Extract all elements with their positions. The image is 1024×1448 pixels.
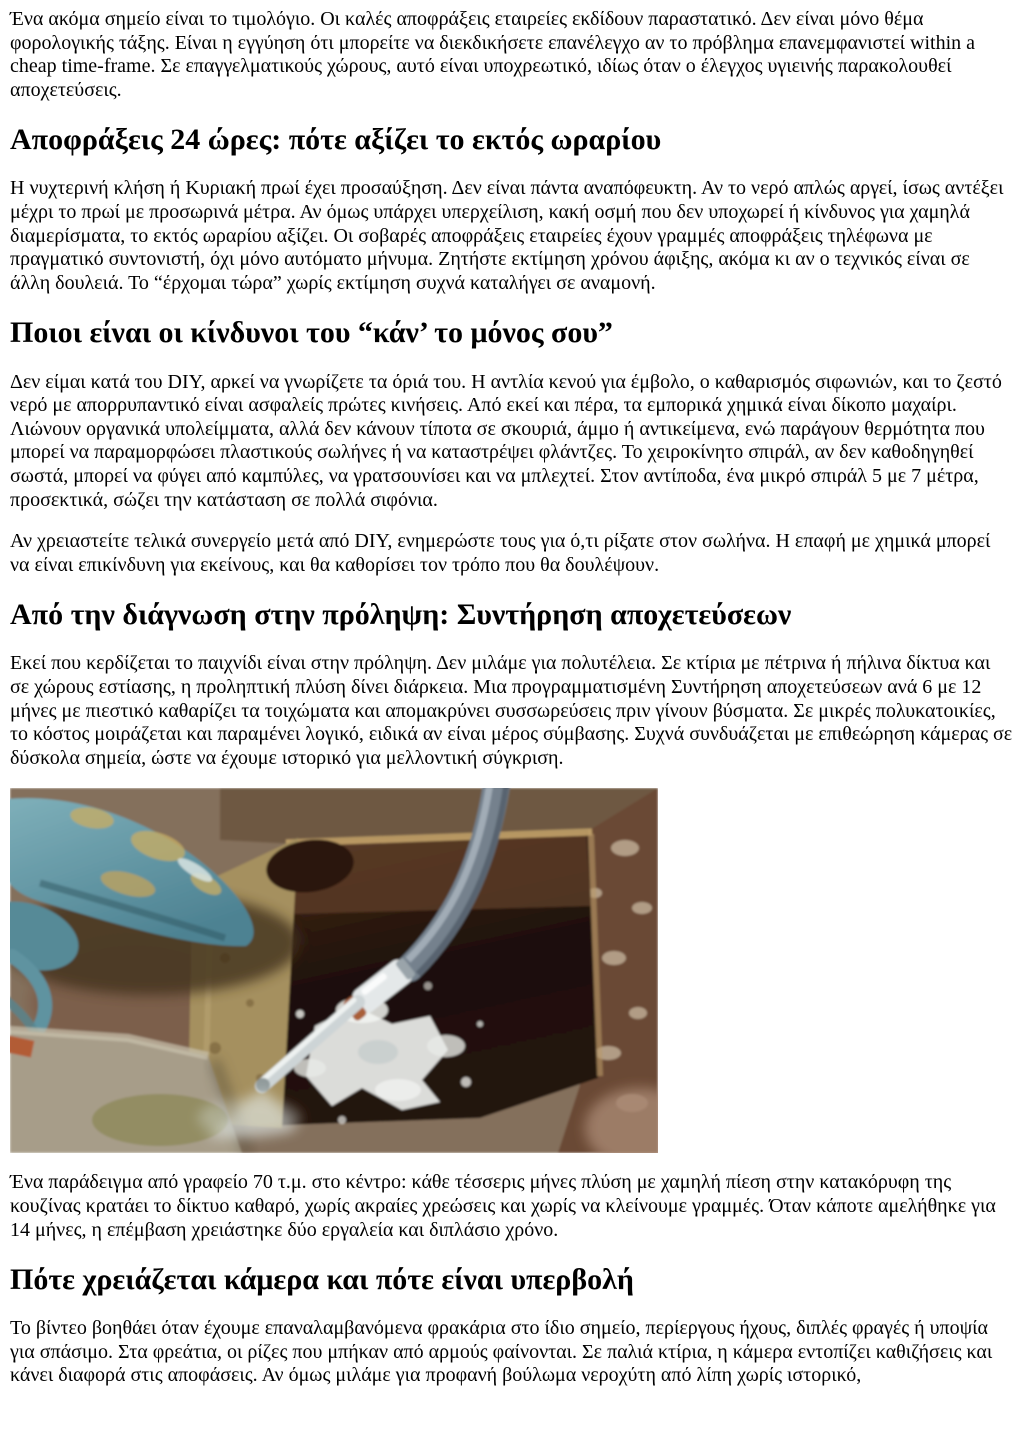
drain-cleaning-photo-canvas <box>10 788 658 1153</box>
paragraph-invoicing: Ένα ακόμα σημείο είναι το τιμολόγιο. Οι καλές αποφράξεις εταιρείες εκδίδουν παραστατικό. Δεν είναι μόνο θέμα φορολογικής τάξης. Είναι η εγγύηση ότι μπορείτε να διεκδικήσετε επανέλεγχο αν το πρόβλημα επανεμφανιστεί within a cheap time-frame. Σε επαγγελματικούς χώρους, αυτό είναι υποχρεωτικό, ιδίως όταν ο έλεγχος υγιεινής παρακολουθεί αποχετεύσεις. <box>10 8 976 101</box>
heading-diy-risks: Ποιοι είναι οι κίνδυνοι του “κάν’ το μόνος σου” <box>10 316 613 350</box>
paragraph-diy-limits: Δεν είμαι κατά του DIY, αρκεί να γνωρίζετε τα όριά του. Η αντλία κενού για έμβολο, ο καθαρισμός σιφωνιών, και το ζεστό νερό με απορρυπαντικό είναι ασφαλείς πρώτες κινήσεις. Από εκεί και πέρα, τα εμπορικά χημικά είναι δίκοπο μαχαίρι. Λιώνουν οργανικά υπολείμματα, αλλά δεν κάνουν τίποτα σε σκουριά, άμμο ή αντικείμενα, ενώ παράγουν θερμότητα που μπορεί να παραμορφώσει πλαστικούς σωλήνες ή να καταστρέψει φλάντζες. Το χειροκίνητο σπιράλ, αν δεν καθοδηγηθεί σωστά, μπορεί να φύγει από καμπύλες, να γρατσουνίσει και να μπλεχτεί. Στον αντίποδα, ένα μικρό σπιράλ 5 με 7 μέτρα, προσεκτικά, σώζει την κατάσταση σε πολλά σιφόνια. <box>10 370 1002 511</box>
paragraph-diy-aftermath: Αν χρειαστείτε τελικά συνεργείο μετά από DIY, ενημερώστε τους για ό,τι ρίξατε στον σωλήνα. Η επαφή με χημικά μπορεί να είναι επικίνδυνη για εκείνους, και θα καθορίσει τον τρόπο που θα δουλέψουν. <box>10 530 991 576</box>
heading-camera: Πότε χρειάζεται κάμερα και πότε είναι υπερβολή <box>10 1263 634 1297</box>
heading-maintenance: Από την διάγνωση στην πρόληψη: Συντήρηση αποχετεύσεων <box>10 598 792 632</box>
paragraph-office-example: Ένα παράδειγμα από γραφείο 70 τ.μ. στο κέντρο: κάθε τέσσερις μήνες πλύση με χαμηλή πίεση στην κατακόρυφη της κουζίνας κρατάει το δίκτυο καθαρό, χωρίς ακραίες χρεώσεις και χωρίς να κλείνουμε γραμμές. Όταν κάποτε αμελήθηκε για 14 μήνες, η επέμβαση χρειάστηκε δύο εργαλεία και διπλάσιο χρόνο. <box>10 1171 996 1241</box>
paragraph-after-hours: Η νυχτερινή κλήση ή Κυριακή πρωί έχει προσαύξηση. Δεν είναι πάντα αναπόφευκτη. Αν το νερό απλώς αργεί, ίσως αντέξει μέχρι το πρωί με προσωρινά μέτρα. Αν όμως υπάρχει υπερχείλιση, κακή οσμή που δεν υποχωρεί ή κίνδυνος για χαμηλά διαμερίσματα, το εκτός ωραρίου αξίζει. Οι σοβαρές αποφράξεις εταιρείες έχουν γραμμές αποφράξεις τηλέφωνα με πραγματικό συντονιστή, όχι μόνο αυτόματο μήνυμα. Ζητήστε εκτίμηση χρόνου άφιξης, ακόμα κι αν ο τεχνικός είναι σε άλλη δουλειά. Το “έρχομαι τώρα” χωρίς εκτίμηση συχνά καταλήγει σε αναμονή. <box>10 177 1004 294</box>
heading-after-hours: Αποφράξεις 24 ώρες: πότε αξίζει το εκτός ωραρίου <box>10 123 662 157</box>
article-body <box>10 8 1014 1388</box>
paragraph-camera: Το βίντεο βοηθάει όταν έχουμε επαναλαμβανόμενα φρακάρια στο ίδιο σημείο, περίεργους ήχους, διπλές φραγές ή υποψία για σπάσιμο. Στα φρεάτια, οι ρίζες που μπήκαν από αρμούς φαίνονται. Σε παλιά κτίρια, η κάμερα εντοπίζει καθιζήσεις και κάνει διαφορά στις αποφάσεις. Αν όμως μιλάμε για προφανή βούλωμα νεροχύτη από λίπη χωρίς ιστορικό, <box>10 1317 993 1387</box>
drain-cleaning-photo <box>10 788 1014 1153</box>
paragraph-maintenance: Εκεί που κερδίζεται το παιχνίδι είναι στην πρόληψη. Δεν μιλάμε για πολυτέλεια. Σε κτίρια με πέτρινα ή πήλινα δίκτυα και σε χώρους εστίασης, η προληπτική πλύση δίνει διάρκεια. Μια προγραμματισμένη Συντήρηση αποχετεύσεων ανά 6 με 12 μήνες με πιεστικό καθαρίζει τα τοιχώματα και απομακρύνει συσσωρεύσεις πριν γίνουν βύσματα. Σε μικρές πολυκατοικίες, το κόστος μοιράζεται και παραμένει λογικό, ειδικά αν είναι μέρος σύμβασης. Συχνά συνδυάζεται με επιθεώρηση κάμερας σε δύσκολα σημεία, ώστε να έχουμε ιστορικό για μελλοντική σύγκριση. <box>10 652 1013 769</box>
